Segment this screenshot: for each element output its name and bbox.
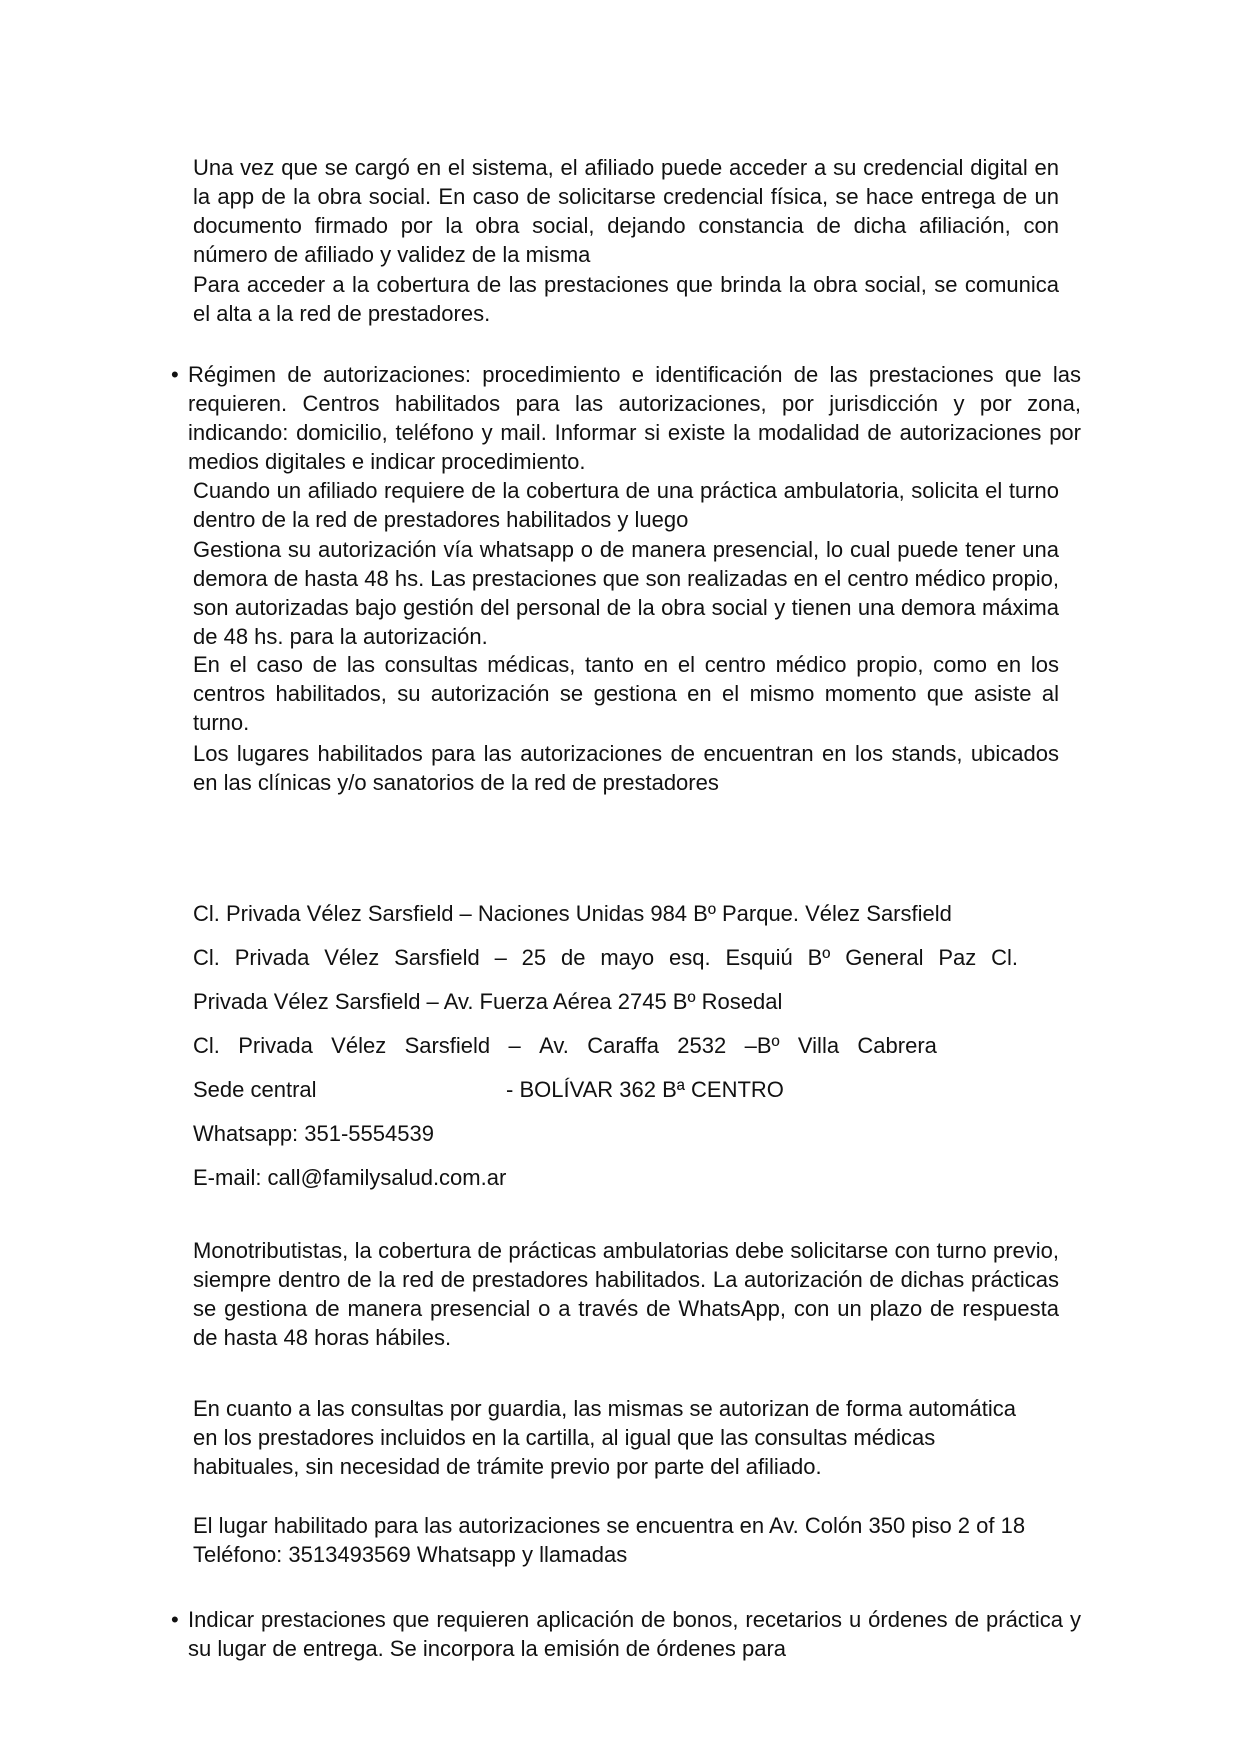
location-word: Av.: [539, 1033, 569, 1058]
paragraph-medical-consults: En el caso de las consultas médicas, tanto en el centro médico propio, como en los centros habilitados, su autorización se gestiona en el mismo momento que asiste al turno.: [193, 652, 1059, 735]
location-word: 2532: [677, 1033, 727, 1058]
location-word: Caraffa: [587, 1033, 659, 1058]
location-word: Sarsfield: [394, 945, 480, 970]
paragraph-ambulatory-request: Cuando un afiliado requiere de la cobertura de una práctica ambulatoria, solicita el turno dentro de la red de prestadores habilitados y luego: [193, 478, 1059, 532]
paragraph-credential: Una vez que se cargó en el sistema, el afiliado puede acceder a su credencial digital en la app de la obra social. En caso de solicitarse credencial física, se hace entrega de un documento firmado por la obra social, dejando constancia de dicha afiliación, con número de afiliado y validez de la misma: [193, 155, 1059, 267]
location-word: Cabrera: [857, 1033, 937, 1058]
location-word: Vélez: [331, 1033, 387, 1058]
colon-phone-line: Teléfono: 3513493569 Whatsapp y llamadas: [193, 1542, 628, 1567]
email-contact: E-mail: call@familysalud.com.ar: [193, 1165, 507, 1190]
location-word: de: [561, 945, 586, 970]
sede-central-address: - BOLÍVAR 362 Bª CENTRO: [506, 1077, 784, 1102]
sede-central-label: Sede central: [193, 1077, 317, 1102]
location-word: Cl.: [991, 945, 1018, 970]
location-naciones-unidas: Cl. Privada Vélez Sarsfield – Naciones Unidas 984 Bº Parque. Vélez Sarsfield: [193, 901, 952, 926]
paragraph-whatsapp-authorization: Gestiona su autorización vía whatsapp o de manera presencial, lo cual puede tener una demora de hasta 48 hs. Las prestaciones que son realizadas en el centro médico propio, son autorizadas bajo gestión del personal de la obra social y tienen una demora máxima de 48 hs. para la autorización.: [193, 537, 1059, 649]
location-rosedal: Privada Vélez Sarsfield – Av. Fuerza Aérea 2745 Bº Rosedal: [193, 989, 783, 1014]
location-word: Bº: [807, 945, 831, 970]
location-word: 25: [521, 945, 547, 970]
bullet-authorization-regime: Régimen de autorizaciones: procedimiento e identificación de las prestaciones que las requieren. Centros habilitados para las autorizaciones, por jurisdicción y por zona, indicando: domicilio, teléfono y mail. Informar si existe la modalidad de autorizaciones por medios digitales e indicar procedimiento.: [188, 362, 1081, 474]
location-word: Villa: [797, 1033, 840, 1058]
bullet-marker-authorizations: •: [171, 362, 179, 387]
colon-office-line: El lugar habilitado para las autorizaciones se encuentra en Av. Colón 350 piso 2 of 18: [193, 1513, 1026, 1538]
location-villa-cabrera: [193, 1031, 937, 1060]
location-word: Cl.: [193, 1033, 220, 1058]
whatsapp-contact: Whatsapp: 351-5554539: [193, 1121, 434, 1146]
location-word: mayo: [600, 945, 655, 970]
location-word: –Bº: [744, 1033, 780, 1058]
paragraph-monotributistas: Monotributistas, la cobertura de prácticas ambulatorias debe solicitarse con turno previo, siempre dentro de la red de prestadores habilitados. La autorización de dichas prácticas se gestiona de manera presencial o a través de WhatsApp, con un plazo de respuesta de hasta 48 horas hábiles.: [193, 1238, 1059, 1350]
location-word: General: [845, 945, 924, 970]
guardia-line-2: en los prestadores incluidos en la cartilla, al igual que las consultas médicas: [193, 1425, 936, 1450]
guardia-line-3: habituales, sin necesidad de trámite previo por parte del afiliado.: [193, 1454, 822, 1479]
location-word: Privada: [238, 1033, 313, 1058]
bullet-marker-orders: •: [171, 1607, 179, 1632]
paragraph-coverage-access: Para acceder a la cobertura de las prestaciones que brinda la obra social, se comunica el alta a la red de prestadores.: [193, 272, 1059, 326]
location-word: Privada: [234, 945, 310, 970]
bullet-bonus-prescriptions: Indicar prestaciones que requieren aplicación de bonos, recetarios u órdenes de práctica y su lugar de entrega. Se incorpora la emisión de órdenes para: [188, 1607, 1081, 1661]
location-word: Vélez: [324, 945, 380, 970]
location-word: Esquiú: [725, 945, 793, 970]
location-word: Cl.: [193, 945, 220, 970]
guardia-line-1: En cuanto a las consultas por guardia, las mismas se autorizan de forma automática: [193, 1396, 1016, 1421]
location-word: Sarsfield: [404, 1033, 491, 1058]
location-word: esq.: [669, 945, 711, 970]
location-general-paz: [193, 943, 1018, 972]
paragraph-authorization-places: Los lugares habilitados para las autorizaciones de encuentran en los stands, ubicados en las clínicas y/o sanatorios de la red de prestadores: [193, 741, 1059, 795]
location-word: –: [494, 945, 507, 970]
location-word: Paz: [938, 945, 977, 970]
location-word: –: [508, 1033, 521, 1058]
